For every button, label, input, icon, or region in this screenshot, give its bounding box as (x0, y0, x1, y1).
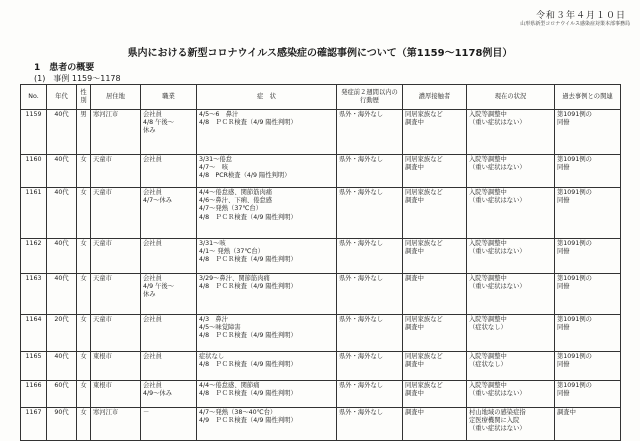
col-header-status: 現在の状況 (467, 85, 555, 110)
cell-status-line: 入院等調整中 (469, 189, 507, 196)
cell-contacts-line: 同居家族など (405, 156, 443, 163)
cell-status (467, 110, 555, 155)
cell-status-line: 入院等調整中 (469, 240, 507, 247)
cell-relation (555, 188, 621, 239)
cell-status-line: （症状なし） (469, 361, 507, 369)
cell-symptoms-line: 3/29～鼻汁、関節筋肉痛 (199, 275, 270, 282)
table-row (21, 274, 621, 315)
cell-relation-line: 同僚 (557, 361, 570, 369)
cell-history: 県外・海外なし (337, 239, 403, 274)
cell-symptoms-line: 3/31～咳 (199, 240, 226, 247)
cell-age: 40代 (47, 110, 77, 155)
cell-symptoms-line: 4/7～発熱（38～40℃台） (199, 409, 277, 416)
cell-contacts (403, 352, 467, 381)
cell-history: 県外・海外なし (337, 381, 403, 408)
cell-relation (555, 315, 621, 352)
cell-no: 1160 (21, 155, 47, 188)
cell-contacts-line: 同居家族など (405, 382, 443, 389)
cell-status-line: 入院等調整中 (469, 275, 507, 282)
cell-symptoms-line: 4/5～味覚障害 (199, 324, 241, 332)
col-header-residence: 居住地 (91, 85, 141, 110)
table-row (21, 352, 621, 381)
cell-symptoms-line: 4/8 ＰＣＲ検査（4/9 陽性判明） (199, 332, 297, 340)
cell-status-line: （重い症状はない） (469, 425, 526, 433)
cell-relation (555, 381, 621, 408)
table-row (21, 239, 621, 274)
cell-status (467, 239, 555, 274)
cell-symptoms-line: 4/8 ＰＣＲ検査（4/9 陽性判明） (199, 361, 297, 369)
cell-job-line: 休み (143, 291, 156, 299)
cell-status (467, 315, 555, 352)
cell-residence: 天童市 (91, 239, 141, 274)
cell-contacts (403, 155, 467, 188)
cell-relation (555, 110, 621, 155)
cell-contacts-line: 同居家族など (405, 316, 443, 323)
cell-residence: 寒河江市 (91, 408, 141, 441)
cell-no: 1161 (21, 188, 47, 239)
cell-residence: 天童市 (91, 274, 141, 315)
cell-residence: 天童市 (91, 315, 141, 352)
cell-relation-line: 第1091例の (557, 382, 592, 389)
cell-contacts-line: 調査中 (405, 197, 424, 205)
cell-sex: 女 (77, 274, 91, 315)
cell-status (467, 352, 555, 381)
cell-status-line: （重い症状はない） (469, 164, 526, 172)
cell-history: 県外・海外なし (337, 408, 403, 441)
cell-status (467, 408, 555, 441)
cell-contacts (403, 188, 467, 239)
cell-residence: 寒河江市 (91, 110, 141, 155)
section-heading: 1 患者の概要 (34, 63, 95, 73)
cell-symptoms-line: 4/8 PCR検査（4/9 陽性判明） (199, 172, 291, 180)
cell-symptoms-line: 4/8 ＰＣＲ検査（4/9 陽性判明） (199, 283, 297, 291)
cell-contacts-line: 調査中 (405, 324, 424, 332)
cell-status-line: （症状なし） (469, 324, 507, 332)
table-row (21, 315, 621, 352)
cell-job-line: 会社員 (143, 111, 162, 118)
subsection-heading: (1) 事例 1159～1178 (34, 74, 121, 83)
cell-symptoms-line: 症状なし (199, 353, 225, 360)
cell-symptoms-line: 4/5～6 鼻汁 (199, 111, 239, 118)
cell-relation-line: 同僚 (557, 197, 570, 205)
cell-job-line: 4/8 午後～ (143, 119, 175, 127)
cell-age: 40代 (47, 155, 77, 188)
cell-history: 県外・海外なし (337, 110, 403, 155)
cell-symptoms (197, 110, 337, 155)
cell-symptoms-line: 4/1～ 発熱（37℃台） (199, 248, 265, 256)
cell-no: 1162 (21, 239, 47, 274)
cell-status-line: 入院等調整中 (469, 156, 507, 163)
cell-history: 県外・海外なし (337, 155, 403, 188)
cell-job (141, 155, 197, 188)
cell-job (141, 381, 197, 408)
cell-symptoms-line: 4/8 ＰＣＲ検査（4/9 陽性判明） (199, 213, 297, 221)
cell-job-line: 会社員 (143, 275, 162, 282)
col-header-job: 職業 (141, 85, 197, 110)
cell-symptoms-line: 4/3 鼻汁 (199, 316, 229, 323)
cell-symptoms-line: 4/8 ＰＣＲ検査（4/9 陽性判明） (199, 256, 297, 264)
cell-relation-line: 同僚 (557, 324, 570, 332)
cell-contacts-line: 同居家族など (405, 189, 443, 196)
cell-status-line: （重い症状はない） (469, 283, 526, 291)
cell-no: 1166 (21, 381, 47, 408)
cell-status-line: 入院等調整中 (469, 316, 507, 323)
col-header-history: 発症前２週間以内の行動歴 (337, 85, 403, 110)
cell-symptoms-line: 4/8 ＰＣＲ検査（4/9 陽性判明） (199, 390, 297, 398)
cell-contacts (403, 315, 467, 352)
cell-job-line: 会社員 (143, 156, 162, 163)
cell-sex: 女 (77, 352, 91, 381)
cell-status-line: （重い症状はない） (469, 197, 526, 205)
cell-relation (555, 239, 621, 274)
cell-relation-line: 第1091例の (557, 275, 592, 282)
issuing-department: 山形県新型コロナウイルス感染症対策本部事務局 (520, 21, 630, 27)
cell-status-line: 入院等調整中 (469, 382, 507, 389)
col-header-no: No. (21, 85, 47, 110)
cell-symptoms (197, 381, 337, 408)
cell-contacts-line: 調査中 (405, 275, 424, 282)
cell-status-line: （重い症状はない） (469, 119, 526, 127)
cell-age: 40代 (47, 352, 77, 381)
cell-sex: 女 (77, 239, 91, 274)
table-row (21, 110, 621, 155)
document-title: 県内における新型コロナウイルス感染症の確認事例について（第1159～1178例目） (127, 48, 513, 59)
cell-symptoms-line: 4/6～鼻汁、下痢、倦怠感 (199, 197, 273, 205)
table-row (21, 381, 621, 408)
cell-residence: 天童市 (91, 188, 141, 239)
cell-symptoms-line: 4/8 ＰＣＲ検査（4/9 陽性判明） (199, 119, 297, 127)
cell-sex: 女 (77, 188, 91, 239)
cell-symptoms-line: 4/4～倦怠感、関節痛 (199, 382, 260, 389)
cell-age: 90代 (47, 408, 77, 441)
cell-job (141, 188, 197, 239)
cell-no: 1164 (21, 315, 47, 352)
cell-job (141, 408, 197, 441)
cell-job (141, 239, 197, 274)
cell-symptoms-line: 4/7～発熱（37℃台） (199, 205, 262, 213)
cell-symptoms (197, 315, 337, 352)
cell-job-line: 会社員 (143, 240, 162, 247)
cell-relation-line: 同僚 (557, 119, 570, 127)
cell-status-line: （重い症状はない） (469, 390, 526, 398)
cell-job-line: 会社員 (143, 382, 162, 389)
cell-contacts-line: 調査中 (405, 361, 424, 369)
cell-relation-line: 調査中 (557, 409, 576, 416)
cell-relation (555, 408, 621, 441)
cell-no: 1165 (21, 352, 47, 381)
cell-symptoms (197, 274, 337, 315)
cell-history: 県外・海外なし (337, 315, 403, 352)
cell-relation-line: 第1091例の (557, 111, 592, 118)
cell-sex: 女 (77, 155, 91, 188)
cell-relation (555, 155, 621, 188)
cell-status-line: 定医療機関に入院 (469, 417, 520, 425)
cell-job-line: 会社員 (143, 316, 162, 323)
cell-contacts-line: 調査中 (405, 164, 424, 172)
cell-contacts-line: 同居家族など (405, 111, 443, 118)
cell-age: 60代 (47, 381, 77, 408)
cell-age: 20代 (47, 315, 77, 352)
cell-relation-line: 第1091例の (557, 189, 592, 196)
case-table-body (21, 110, 621, 441)
cell-relation (555, 352, 621, 381)
cell-contacts-line: 調査中 (405, 409, 424, 416)
cell-contacts-line: 調査中 (405, 390, 424, 398)
cell-status (467, 188, 555, 239)
cell-symptoms (197, 155, 337, 188)
cell-residence: 天童市 (91, 155, 141, 188)
cell-job (141, 274, 197, 315)
cell-symptoms (197, 352, 337, 381)
cell-job-line: 休み (143, 127, 156, 135)
cell-symptoms (197, 408, 337, 441)
cell-contacts (403, 239, 467, 274)
cell-no: 1159 (21, 110, 47, 155)
cell-contacts-line: 同居家族など (405, 353, 443, 360)
cell-no: 1163 (21, 274, 47, 315)
cell-job-line: 4/7～休み (143, 197, 173, 205)
cell-relation-line: 同僚 (557, 248, 570, 256)
cell-symptoms (197, 188, 337, 239)
cell-contacts (403, 381, 467, 408)
cell-age: 40代 (47, 239, 77, 274)
cell-relation (555, 274, 621, 315)
cell-status-line: 入院等調整中 (469, 353, 507, 360)
cell-relation-line: 第1091例の (557, 240, 592, 247)
cell-job-line: 会社員 (143, 189, 162, 196)
cell-sex: 女 (77, 408, 91, 441)
cell-job (141, 110, 197, 155)
cell-job-line: 4/9～休み (143, 390, 173, 398)
cell-symptoms-line: 3/31～倦怠 (199, 156, 233, 163)
cell-contacts-line: 調査中 (405, 248, 424, 256)
col-header-relation: 過去事例との関連 (555, 85, 621, 110)
cell-history: 県外・海外なし (337, 188, 403, 239)
cell-status-line: （重い症状はない） (469, 248, 526, 256)
cell-job-line: － (143, 409, 150, 416)
cell-sex: 女 (77, 381, 91, 408)
cell-relation-line: 同僚 (557, 390, 570, 398)
col-header-symptoms: 症 状 (197, 85, 337, 110)
cell-history: 県外・海外なし (337, 352, 403, 381)
cell-contacts-line: 同居家族など (405, 240, 443, 247)
cell-status (467, 155, 555, 188)
cell-relation-line: 第1091例の (557, 353, 592, 360)
cell-sex: 男 (77, 110, 91, 155)
cell-contacts (403, 110, 467, 155)
cell-job-line: 4/9 午後～ (143, 283, 175, 291)
cell-symptoms (197, 239, 337, 274)
cell-symptoms-line: 4/7～ 咳 (199, 164, 229, 172)
cell-symptoms-line: 4/9 ＰＣＲ検査（4/9 陽性判明） (199, 417, 297, 425)
cell-symptoms-line: 4/4～倦怠感、関節筋肉痛 (199, 189, 273, 196)
cell-no: 1167 (21, 408, 47, 441)
cell-residence: 東根市 (91, 352, 141, 381)
cell-contacts-line: 調査中 (405, 119, 424, 127)
cell-relation-line: 同僚 (557, 283, 570, 291)
table-header-row (21, 85, 621, 110)
table-row (21, 408, 621, 441)
cell-sex: 女 (77, 315, 91, 352)
cell-residence: 東根市 (91, 381, 141, 408)
table-row (21, 188, 621, 239)
cell-job-line: 会社員 (143, 353, 162, 360)
cell-status-line: 入院等調整中 (469, 111, 507, 118)
table-row (21, 155, 621, 188)
cell-status-line: 村山地域の感染症指 (469, 409, 526, 416)
cell-relation-line: 第1091例の (557, 316, 592, 323)
col-header-age: 年代 (47, 85, 77, 110)
cell-status (467, 274, 555, 315)
cell-job (141, 315, 197, 352)
cell-relation-line: 同僚 (557, 164, 570, 172)
case-table (20, 84, 621, 441)
col-header-contacts: 濃厚接触者 (403, 85, 467, 110)
cell-history: 県外・海外なし (337, 274, 403, 315)
cell-age: 40代 (47, 188, 77, 239)
cell-relation-line: 第1091例の (557, 156, 592, 163)
cell-contacts (403, 274, 467, 315)
cell-age: 40代 (47, 274, 77, 315)
col-header-sex: 性別 (77, 85, 91, 110)
cell-status (467, 381, 555, 408)
cell-job (141, 352, 197, 381)
document-date: 令和３年４月１０日 (535, 11, 626, 21)
cell-contacts (403, 408, 467, 441)
